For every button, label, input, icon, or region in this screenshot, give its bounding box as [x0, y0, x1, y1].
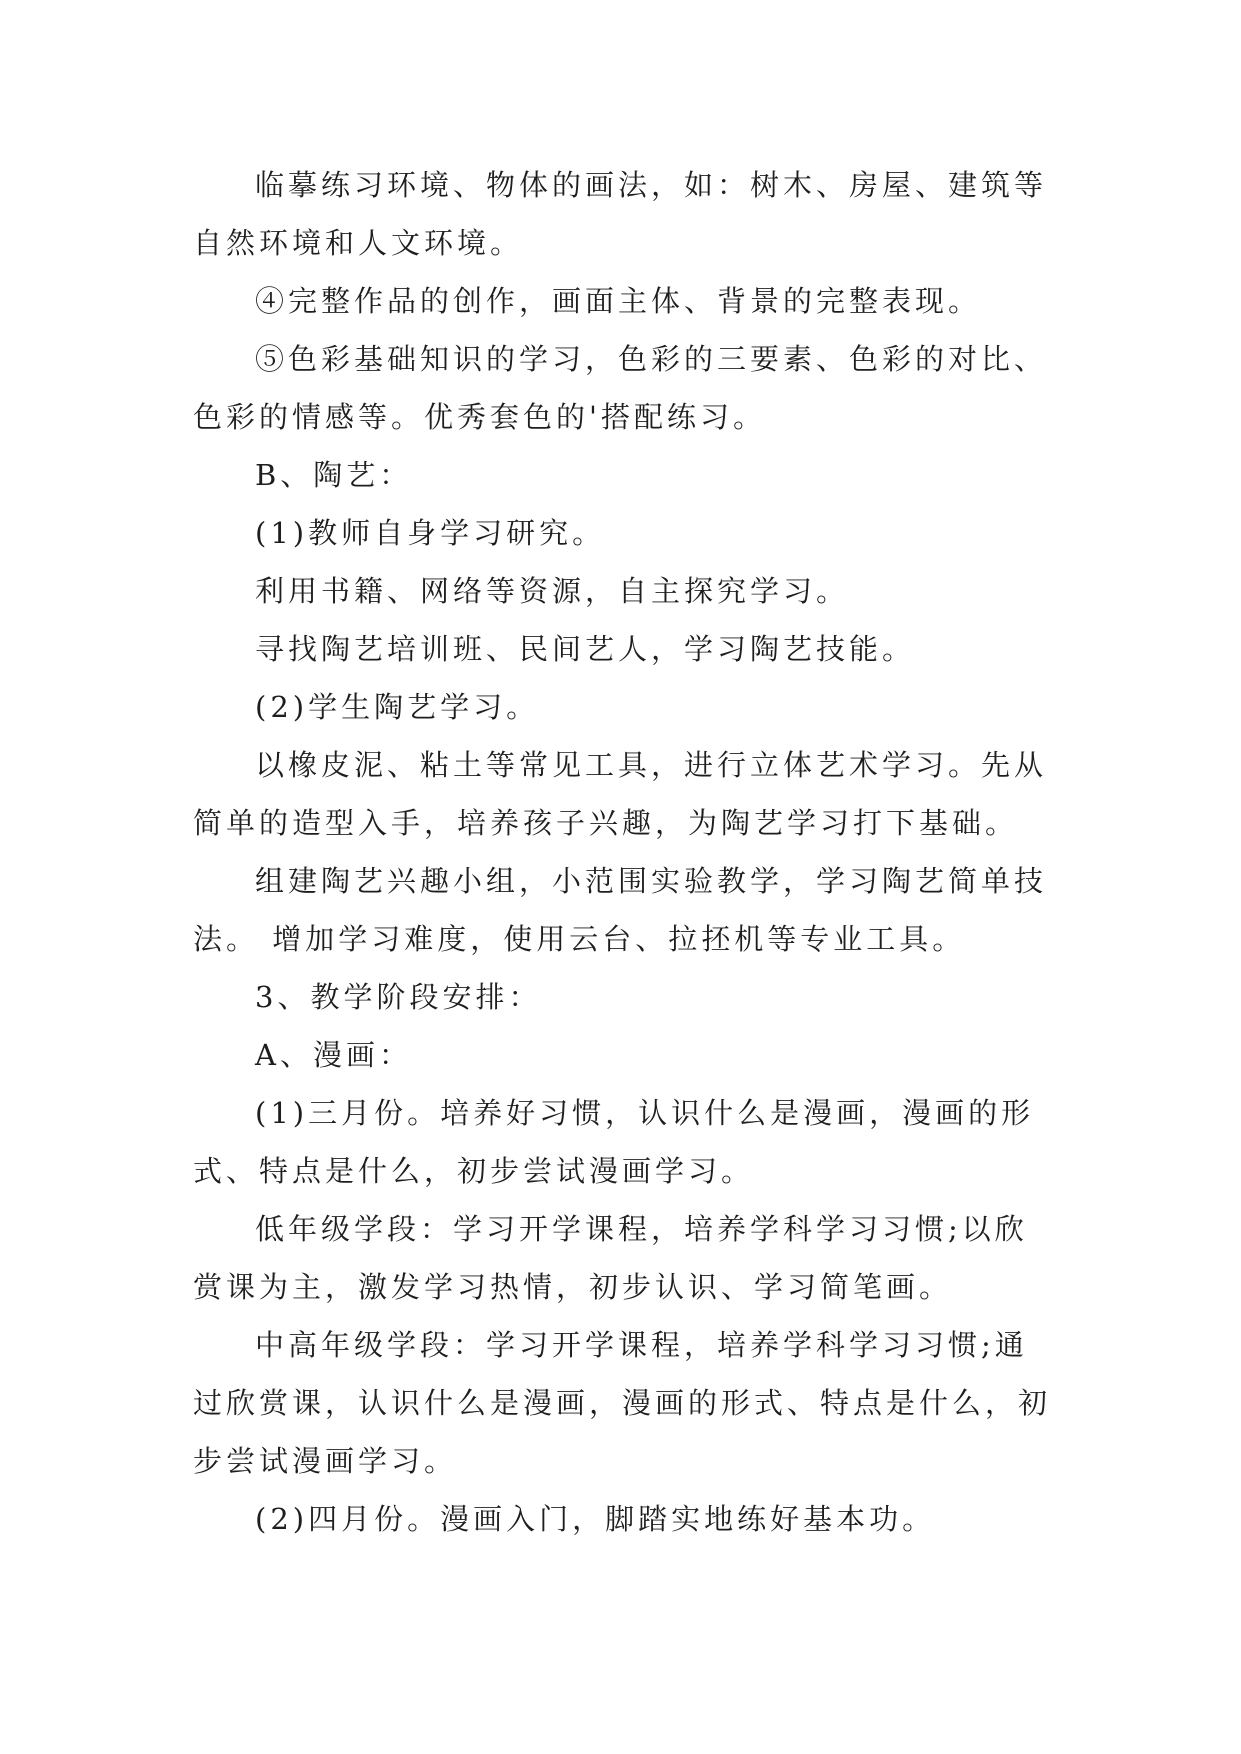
paragraph-clay-tools: 以橡皮泥、粘土等常见工具，进行立体艺术学习。先从简单的造型入手，培养孩子兴趣，为陶艺学习打下基础。 [193, 748, 1048, 840]
paragraph-lower-grades: 低年级学段：学习开学课程，培养学科学习习惯;以欣赏课为主，激发学习热情，初步认识、学习简笔画。 [193, 1212, 1028, 1304]
document-body [193, 156, 1053, 1548]
paragraph-training: 寻找陶艺培训班、民间艺人，学习陶艺技能。 [255, 632, 916, 666]
paragraph-teacher-study: (1)教师自身学习研究。 [255, 516, 606, 550]
paragraph-complete-work: ④完整作品的创作，画面主体、背景的完整表现。 [255, 284, 982, 318]
paragraph-april: (2)四月份。漫画入门，脚踏实地练好基本功。 [255, 1502, 936, 1536]
paragraph-student-pottery: (2)学生陶艺学习。 [255, 690, 540, 724]
paragraph-color-basics: ⑤色彩基础知识的学习，色彩的三要素、色彩的对比、色彩的情感等。优秀套色的'搭配练习。 [193, 342, 1048, 434]
heading-teaching-stages: 3、教学阶段安排： [255, 980, 542, 1014]
heading-comics: A、漫画： [255, 1038, 412, 1072]
paragraph-upper-grades: 中高年级学段：学习开学课程，培养学科学习习惯;通过欣赏课，认识什么是漫画，漫画的形式、特点是什么，初步尝试漫画学习。 [193, 1328, 1052, 1478]
paragraph-resources: 利用书籍、网络等资源，自主探究学习。 [255, 574, 850, 608]
heading-pottery: B、陶艺： [255, 458, 413, 492]
paragraph-march: (1)三月份。培养好习惯，认识什么是漫画，漫画的形式、特点是什么，初步尝试漫画学习。 [193, 1096, 1035, 1188]
paragraph-interest-group: 组建陶艺兴趣小组，小范围实验教学，学习陶艺简单技法。 增加学习难度，使用云台、拉抷机等专业工具。 [193, 864, 1048, 956]
paragraph-drawing-environment: 临摹练习环境、物体的画法，如：树木、房屋、建筑等自然环境和人文环境。 [193, 168, 1048, 260]
